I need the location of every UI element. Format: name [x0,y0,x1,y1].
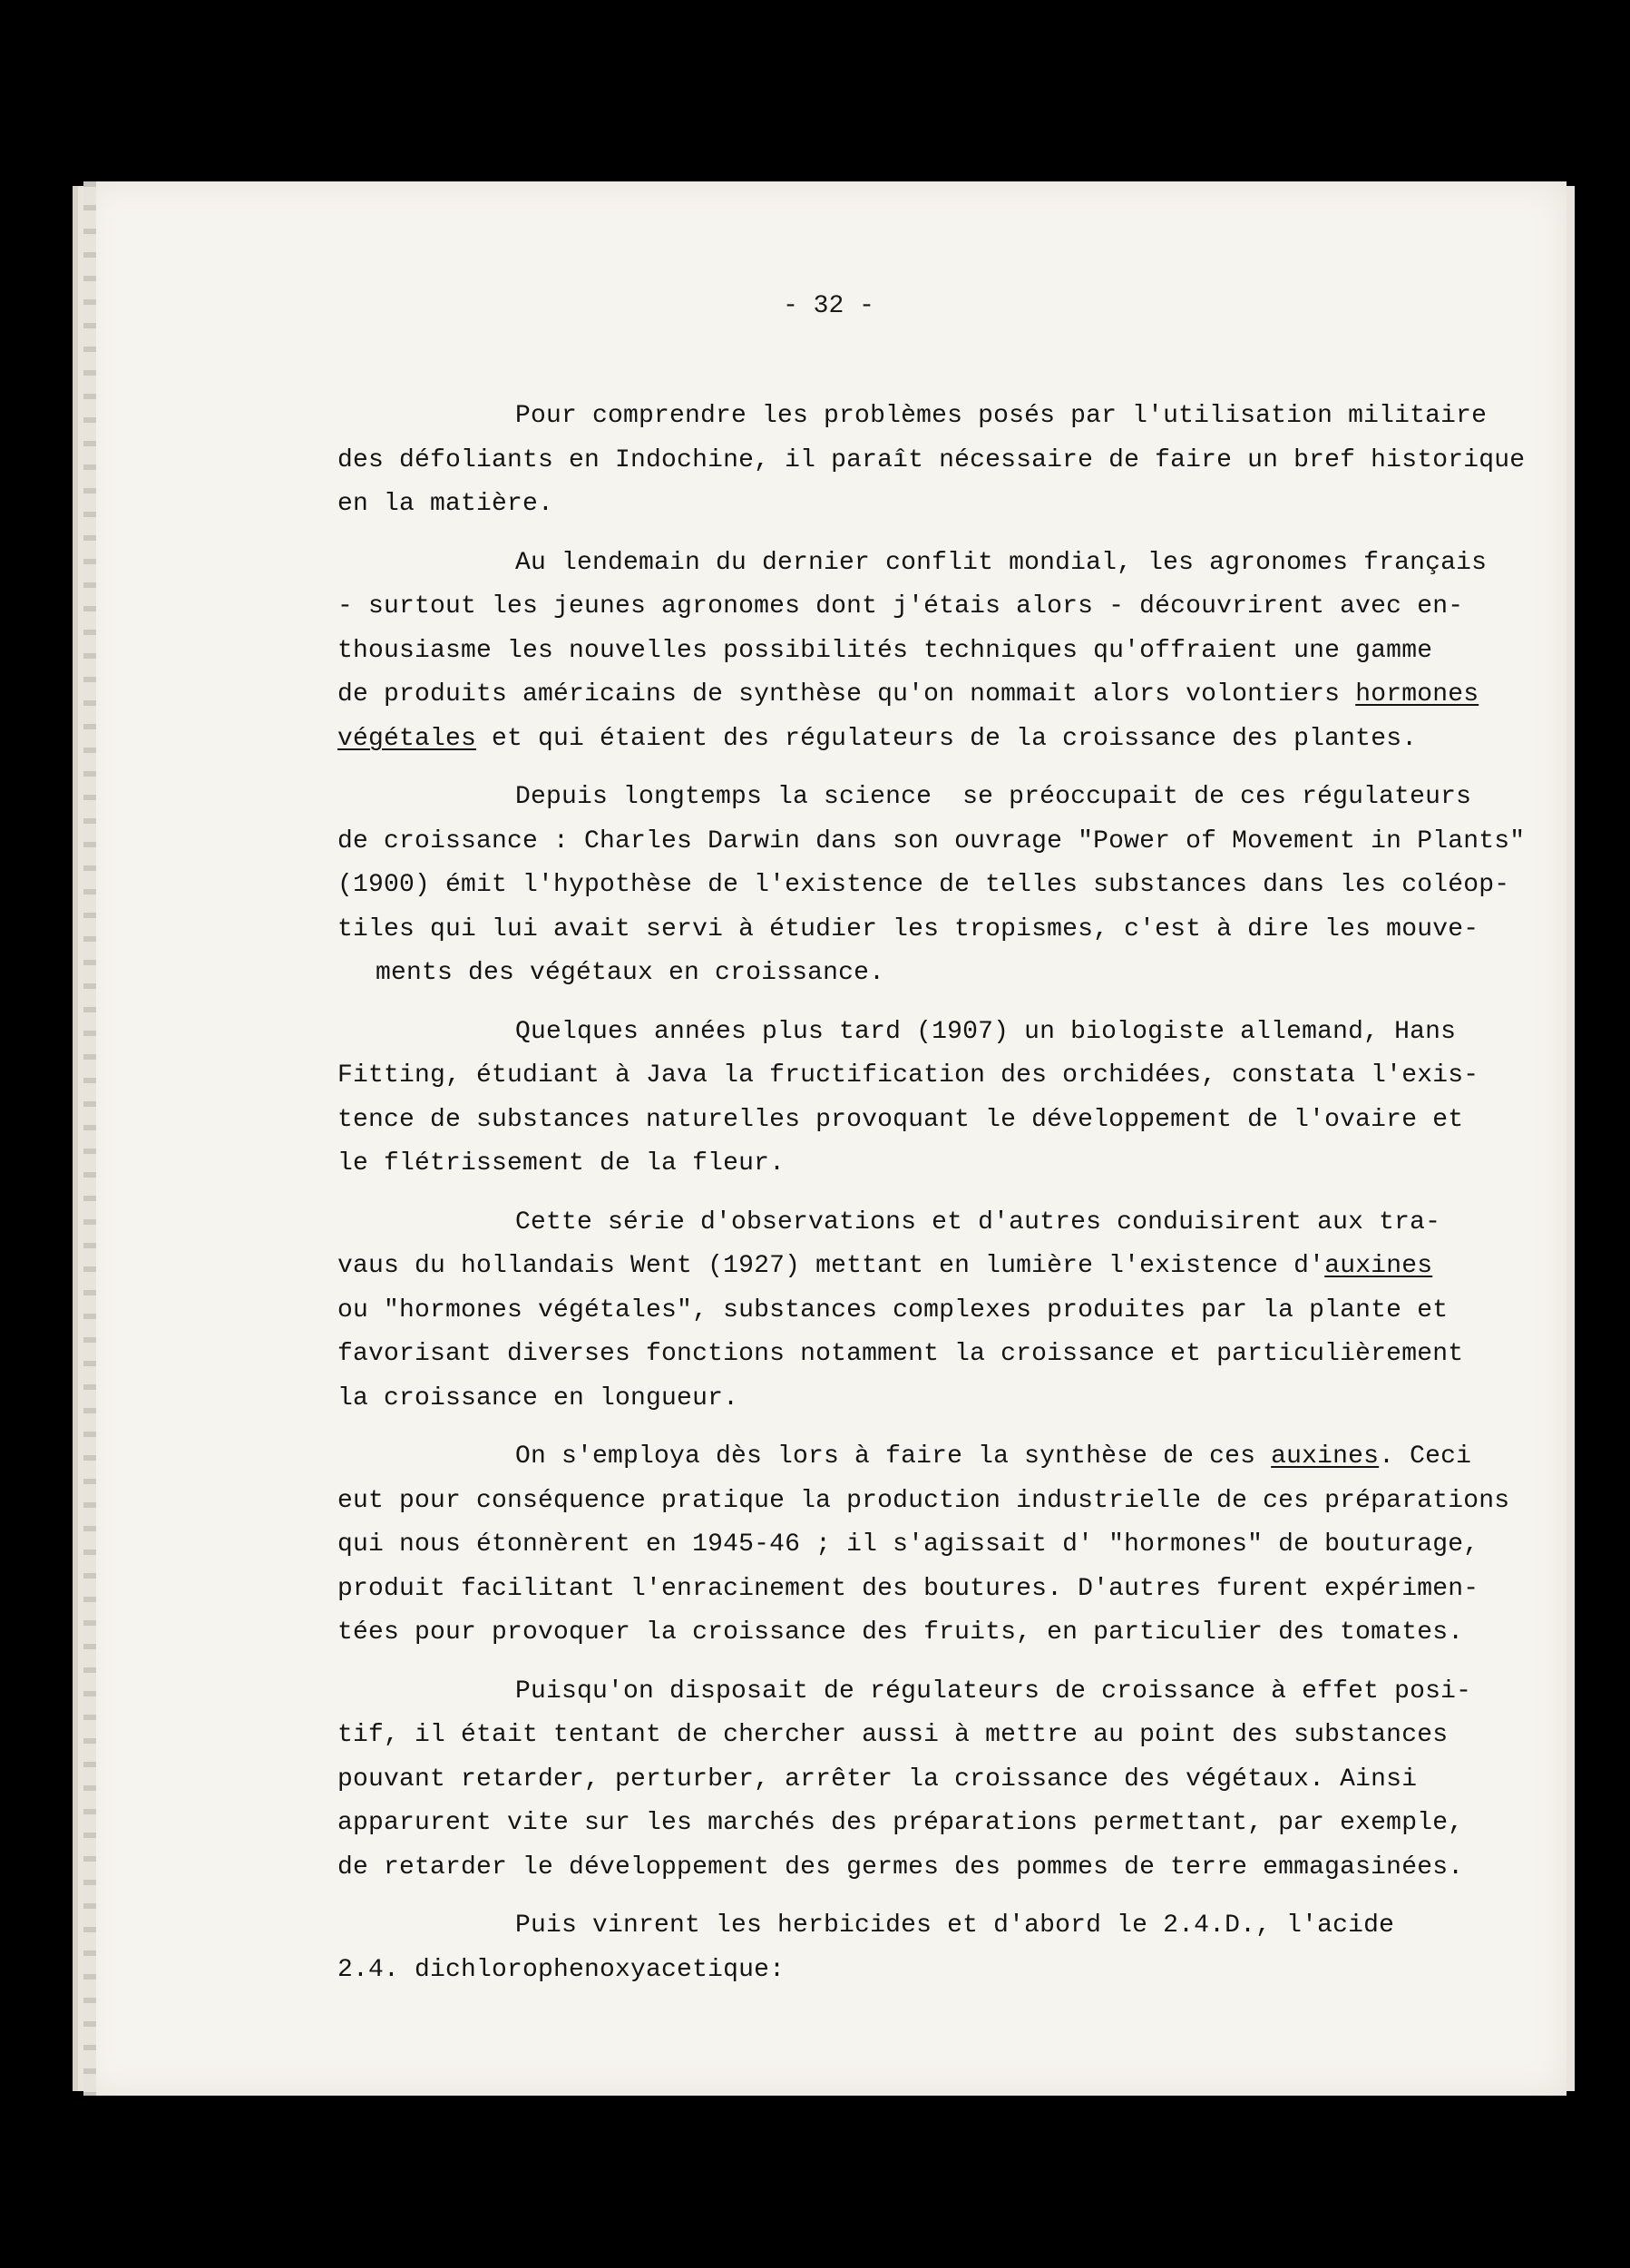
underlined-term: végétales [337,724,477,753]
text-line: vaus du hollandais Went (1927) mettant en lumière l'existence d'auxines [337,1252,1433,1280]
text-line: Puisqu'on disposait de régulateurs de croissance à effet posi- [515,1677,1472,1706]
text-line: Depuis longtemps la science se préoccupait de ces régulateurs [515,783,1472,811]
text-line: tif, il était tentant de chercher aussi à mettre au point des substances [337,1721,1449,1749]
text-line: Au lendemain du dernier conflit mondial, les agronomes français [515,548,1488,577]
text-line: qui nous étonnèrent en 1945-46 ; il s'agissait d' "hormones" de bouturage, [337,1530,1479,1559]
text-line: le flétrissement de la fleur. [337,1149,786,1178]
text-line: pouvant retarder, perturber, arrêter la croissance des végétaux. Ainsi [337,1765,1418,1794]
text-line: tées pour provoquer la croissance des fruits, en particulier des tomates. [337,1618,1464,1647]
underlined-term: auxines [1324,1252,1433,1280]
text-line: tence de substances naturelles provoquant le développement de l'ovaire et [337,1105,1464,1134]
text-line: - surtout les jeunes agronomes dont j'étais alors - découvrirent avec en- [337,592,1464,621]
text-line: apparurent vite sur les marchés des préparations permettant, par exemple, [337,1809,1464,1837]
text-line: 2.4. dichlorophenoxyacetique: [337,1955,786,1984]
paragraph-1 [337,395,1526,527]
paragraph-5 [337,1201,1517,1422]
text-line: On s'employa dès lors à faire la synthèse de ces auxines. Ceci [515,1442,1472,1471]
text-line: de croissance : Charles Darwin dans son ouvrage "Power of Movement in Plants" [337,826,1526,855]
text-line: végétales et qui étaient des régulateurs de la croissance des plantes. [337,724,1418,753]
text-line: thousiasme les nouvelles possibilités techniques qu'offraient une gamme [337,636,1433,665]
text-line: la croissance en longueur. [337,1383,739,1413]
paragraph-3 [337,776,1526,996]
page-binding-edge [83,181,96,2096]
paragraph-7 [337,1670,1517,1891]
underlined-term: hormones [1355,680,1479,709]
text-line: produit facilitant l'enracinement des boutures. D'autres furent expérimen- [337,1574,1479,1603]
text-line: Fitting, étudiant à Java la fructification des orchidées, constata l'exis- [337,1061,1479,1090]
text-line: favorisant diverses fonctions notamment la croissance et particulièrement [337,1340,1464,1368]
text-line: eut pour conséquence pratique la production industrielle de ces préparations [337,1486,1510,1515]
text-line: ments des végétaux en croissance. [376,959,885,987]
text-line: de retarder le développement des germes des pommes de terre emmagasinées. [337,1853,1464,1882]
text-line: ou "hormones végétales", substances complexes produites par la plante et [337,1295,1449,1325]
text-line: Cette série d'observations et d'autres conduisirent aux tra- [515,1207,1441,1237]
underlined-term: auxines [1271,1442,1380,1471]
text-line: Pour comprendre les problèmes posés par l'utilisation militaire [515,402,1488,430]
text-line: Quelques années plus tard (1907) un biologiste allemand, Hans [515,1017,1457,1046]
text-line: de produits américains de synthèse qu'on nommait alors volontiers hormones [337,680,1479,709]
text-line: tiles qui lui avait servi à étudier les tropismes, c'est à dire les mouve- [337,914,1479,943]
paragraph-6 [337,1435,1517,1656]
paragraph-2 [337,542,1517,762]
paragraph-8 [337,1904,1517,1992]
text-line: Puis vinrent les herbicides et d'abord le 2.4.D., l'acide [515,1911,1395,1940]
text-line: (1900) émit l'hypothèse de l'existence de telles substances dans les coléop- [337,871,1510,899]
text-line: en la matière. [337,490,554,518]
body-text [337,395,1526,2007]
text-line: des défoliants en Indochine, il paraît nécessaire de faire un bref historique [337,445,1526,474]
page-number: - 32 - [783,292,874,320]
paragraph-4 [337,1011,1517,1187]
